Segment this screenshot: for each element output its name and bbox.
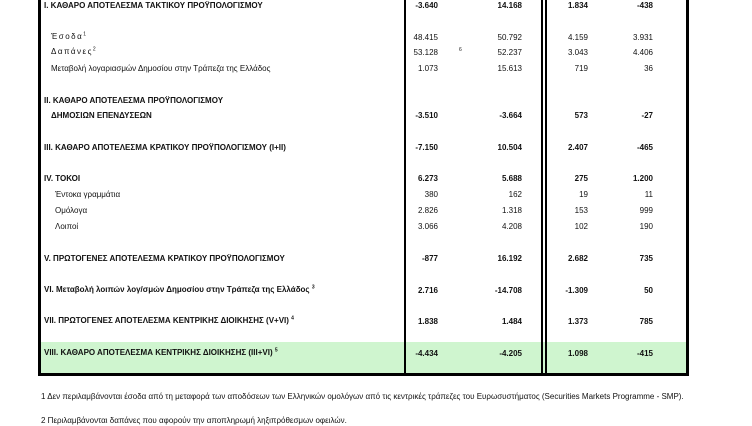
row-label: I. ΚΑΘΑΡΟ ΑΠΟΤΕΛΕΣΜΑ ΤΑΚΤΙΚΟΥ ΠΡΟΫΠΟΛΟΓΙΣΜΟΥ	[44, 1, 263, 10]
row-label: Λοιποί	[55, 222, 79, 231]
cell-v2: 16.192	[497, 254, 522, 263]
cell-v2: 14.168	[497, 1, 522, 10]
cell-v3: -1.309	[565, 286, 588, 295]
cell-v3: 573	[574, 111, 588, 120]
cell-v1: 1.838	[417, 317, 438, 326]
row-label: Δαπάνες$^2$	[51, 46, 98, 56]
cell-v2: -4.205	[499, 349, 522, 358]
cell-v3: 1.098	[567, 349, 588, 358]
cell-v2: -3.664	[499, 111, 522, 120]
cell-note: 6	[459, 47, 462, 53]
cell-v3: 102	[574, 222, 588, 231]
row-label: VIII. ΚΑΘΑΡΟ ΑΠΟΤΕΛΕΣΜΑ ΚΕΝΤΡΙΚΗΣ ΔΙΟΙΚΗΣΗΣ (III+VI) $^5$	[44, 347, 278, 357]
cell-v4: 50	[644, 286, 653, 295]
cell-v1: 6.273	[417, 174, 438, 183]
cell-v1: 2.826	[417, 206, 438, 215]
cell-v3: 719	[574, 64, 588, 73]
cell-v3: 275	[574, 174, 588, 183]
cell-v2: 5.688	[501, 174, 522, 183]
cell-v1: 380	[424, 190, 438, 199]
cell-v4: 3.931	[632, 33, 653, 42]
cell-v3: 1.373	[567, 317, 588, 326]
cell-v1: 3.066	[417, 222, 438, 231]
cell-v2: 1.484	[501, 317, 522, 326]
row-label: Μεταβολή λογαριασμών Δημοσίου στην Τράπεζα της Ελλάδος	[51, 64, 271, 73]
cell-v2: 10.504	[497, 143, 522, 152]
footnote-1: 1 Δεν περιλαμβάνονται έσοδα από τη μεταφορά των αποδόσεων των Ελληνικών ομολόγων από τις κεντρικές τράπεζες του Ευρωσυστήματος (Securities Markets Programme - SMP).	[41, 392, 684, 401]
cell-v4: -465	[636, 143, 653, 152]
cell-v4: 999	[639, 206, 653, 215]
cell-v1: -3.640	[415, 1, 438, 10]
footnote-2: 2 Περιλαμβάνονται δαπάνες που αφορούν την αποπληρωμή ληξιπρόθεσμων οφειλών.	[41, 416, 347, 425]
cell-v2: 52.237	[497, 48, 522, 57]
cell-v4: 4.406	[632, 48, 653, 57]
cell-v2: 1.318	[501, 206, 522, 215]
cell-v3: 2.682	[567, 254, 588, 263]
cell-v2: 50.792	[497, 33, 522, 42]
cell-v2: 162	[508, 190, 522, 199]
row-label: Ομόλογα	[55, 206, 88, 215]
cell-v1: -3.510	[415, 111, 438, 120]
cell-v3: 1.834	[567, 1, 588, 10]
cell-v2: 4.208	[501, 222, 522, 231]
cell-v2: 15.613	[497, 64, 522, 73]
cell-v4: 36	[644, 64, 653, 73]
cell-v4: -415	[636, 349, 653, 358]
cell-v2: -14.708	[494, 286, 522, 295]
cell-v1: 1.073	[417, 64, 438, 73]
row-label: Έσοδα$^1$	[51, 31, 88, 41]
cell-v3: 3.043	[567, 48, 588, 57]
cell-v4: 785	[639, 317, 653, 326]
cell-v4: 190	[639, 222, 653, 231]
cell-v3: 153	[574, 206, 588, 215]
cell-v1: 53.128	[413, 48, 438, 57]
row-label: V. ΠΡΩΤΟΓΕΝΕΣ ΑΠΟΤΕΛΕΣΜΑ ΚΡΑΤΙΚΟΥ ΠΡΟΫΠΟΛΟΓΙΣΜΟΥ	[44, 254, 285, 263]
cell-v1: -7.150	[415, 143, 438, 152]
row-label: Έντοκα γραμμάτια	[55, 190, 121, 199]
cell-v4: 735	[639, 254, 653, 263]
cell-v4: 1.200	[632, 174, 653, 183]
row-label: VI. Μεταβολή λοιπών λογ/σμών Δημοσίου στην Τράπεζα της Ελλάδος $^3$	[44, 284, 315, 294]
cell-v3: 4.159	[567, 33, 588, 42]
cell-v3: 2.407	[567, 143, 588, 152]
row-label: II. ΚΑΘΑΡΟ ΑΠΟΤΕΛΕΣΜΑ ΠΡΟΫΠΟΛΟΓΙΣΜΟΥ	[44, 96, 224, 105]
row-label-line2: ΔΗΜΟΣΙΩΝ ΕΠΕΝΔΥΣΕΩΝ	[51, 111, 152, 120]
cell-v4: -438	[636, 1, 653, 10]
row-label: VII. ΠΡΩΤΟΓΕΝΕΣ ΑΠΟΤΕΛΕΣΜΑ ΚΕΝΤΡΙΚΗΣ ΔΙΟΙΚΗΣΗΣ (V+VI) $^4$	[44, 315, 294, 325]
cell-v3: 19	[579, 190, 588, 199]
cell-v1: 48.415	[413, 33, 438, 42]
cell-v1: -4.434	[415, 349, 438, 358]
row-label: IV. ΤΟΚΟΙ	[44, 174, 81, 183]
cell-v1: -877	[421, 254, 438, 263]
cell-v4: -27	[641, 111, 653, 120]
cell-v1: 2.716	[417, 286, 438, 295]
row-label: III. ΚΑΘΑΡΟ ΑΠΟΤΕΛΕΣΜΑ ΚΡΑΤΙΚΟΥ ΠΡΟΫΠΟΛΟΓΙΣΜΟΥ (I+II)	[44, 143, 286, 152]
cell-v4: 11	[644, 190, 653, 199]
